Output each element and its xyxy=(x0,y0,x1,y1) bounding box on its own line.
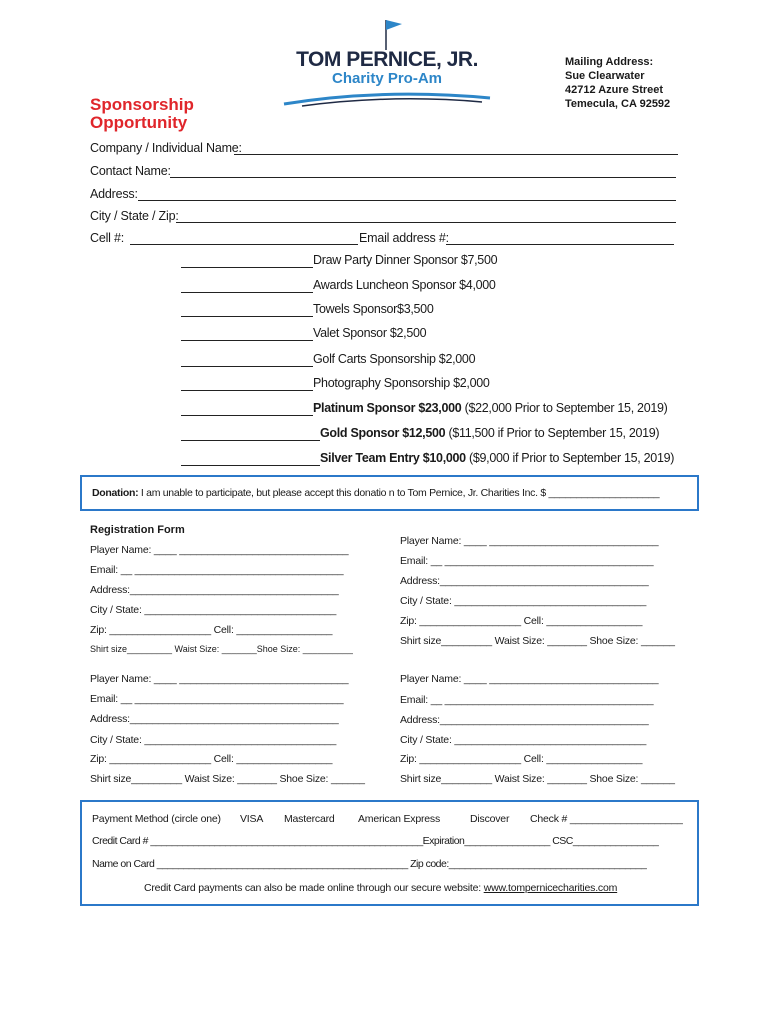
donation-label: Donation: xyxy=(92,487,139,499)
zip-cell-field[interactable]: Zip: __________________ Cell: _________________ xyxy=(90,753,333,765)
address-input[interactable] xyxy=(138,200,676,201)
email-field[interactable]: Email: __ _____________________________________ xyxy=(400,555,654,567)
address-field[interactable]: Address:_____________________________________ xyxy=(90,584,339,596)
address-field[interactable]: Address:_____________________________________ xyxy=(400,575,649,587)
sponsor-option: Gold Sponsor $12,500 ($11,500 if Prior to September 15, 2019) xyxy=(320,426,660,440)
payment-method-label: Payment Method (circle one) xyxy=(92,813,221,825)
donation-box xyxy=(80,475,699,511)
city-state-zip-input[interactable] xyxy=(176,222,676,223)
sponsor-blank[interactable] xyxy=(181,415,313,416)
flag-icon xyxy=(382,18,406,52)
address-label: Address: xyxy=(90,187,138,201)
player-name-field[interactable]: Player Name: ____ ______________________________ xyxy=(400,535,659,547)
sizes-field[interactable]: Shirt size_________ Waist Size: _______Shoe Size: __________ xyxy=(90,644,353,654)
email-address-label: Email address #: xyxy=(359,231,449,245)
discover-option[interactable]: Discover xyxy=(470,813,510,825)
address-field[interactable]: Address:_____________________________________ xyxy=(400,714,649,726)
contact-name-input[interactable] xyxy=(170,177,676,178)
sponsor-option: Awards Luncheon Sponsor $4,000 xyxy=(313,278,496,292)
mailing-name: Sue Clearwater xyxy=(565,70,645,82)
contact-name-label: Contact Name: xyxy=(90,164,171,178)
sponsor-blank[interactable] xyxy=(181,440,320,441)
sponsor-blank[interactable] xyxy=(181,292,313,293)
city-state-field[interactable]: City / State: __________________________________ xyxy=(400,734,647,746)
mailing-label: Mailing Address: xyxy=(565,56,654,68)
sponsor-option: Platinum Sponsor $23,000 ($22,000 Prior to September 15, 2019) xyxy=(313,401,668,415)
online-payment-note: Credit Card payments can also be made online through our secure website: www.tompernicecharities.com xyxy=(144,882,618,894)
logo-line1: TOM PERNICE, JR. xyxy=(296,48,478,71)
city-state-field[interactable]: City / State: __________________________________ xyxy=(400,595,647,607)
sponsor-option: Photography Sponsorship $2,000 xyxy=(313,376,490,390)
zip-cell-field[interactable]: Zip: __________________ Cell: _________________ xyxy=(90,624,333,636)
city-state-field[interactable]: City / State: __________________________________ xyxy=(90,604,337,616)
cell-label: Cell #: xyxy=(90,231,125,245)
sponsor-blank[interactable] xyxy=(181,267,313,268)
zip-cell-field[interactable]: Zip: __________________ Cell: _________________ xyxy=(400,615,643,627)
credit-card-field[interactable]: Credit Card # ___________________________________________________Expiration________________ CSC________________ xyxy=(92,835,659,847)
company-input[interactable] xyxy=(234,154,678,155)
player-name-field[interactable]: Player Name: ____ ______________________________ xyxy=(400,673,659,685)
sponsor-option: Golf Carts Sponsorship $2,000 xyxy=(313,352,476,366)
sponsor-blank[interactable] xyxy=(181,340,313,341)
sponsor-blank[interactable] xyxy=(181,366,313,367)
sizes-field[interactable]: Shirt size_________ Waist Size: _______ Shoe Size: ______ xyxy=(400,773,675,785)
sponsor-option: Draw Party Dinner Sponsor $7,500 xyxy=(313,253,498,267)
email-field[interactable]: Email: __ _____________________________________ xyxy=(90,564,344,576)
zip-cell-field[interactable]: Zip: __________________ Cell: _________________ xyxy=(400,753,643,765)
check-field[interactable]: Check # ____________________ xyxy=(530,813,683,825)
player-name-field[interactable]: Player Name: ____ ______________________________ xyxy=(90,673,349,685)
title-line2: Opportunity xyxy=(90,113,188,132)
sponsor-option: Valet Sponsor $2,500 xyxy=(313,326,427,340)
payment-box xyxy=(80,800,699,906)
donation-text[interactable]: Donation: I am unable to participate, but please accept this donatio n to Tom Pernice, Jr. Charities Inc. $ ____________________ xyxy=(92,487,660,499)
event-logo xyxy=(282,18,492,108)
city-state-field[interactable]: City / State: __________________________________ xyxy=(90,734,337,746)
page-title xyxy=(90,96,194,132)
mailing-street: 42712 Azure Street xyxy=(565,84,664,96)
mastercard-option[interactable]: Mastercard xyxy=(284,813,335,825)
sizes-field[interactable]: Shirt size_________ Waist Size: _______ Shoe Size: ______ xyxy=(90,773,365,785)
logo-line2: Charity Pro-Am xyxy=(331,70,443,87)
mailing-city: Temecula, CA 92592 xyxy=(565,98,671,110)
registration-title: Registration Form xyxy=(90,524,185,536)
sizes-field[interactable]: Shirt size_________ Waist Size: _______ Shoe Size: ______ xyxy=(400,635,675,647)
email-field[interactable]: Email: __ _____________________________________ xyxy=(90,693,344,705)
sponsor-blank[interactable] xyxy=(181,465,320,466)
city-state-zip-label: City / State / Zip: xyxy=(90,209,179,223)
sponsor-blank[interactable] xyxy=(181,390,313,391)
visa-option[interactable]: VISA xyxy=(240,813,264,825)
name-on-card-field[interactable]: Name on Card _______________________________________________ Zip code:_____________________________________ xyxy=(92,858,647,870)
title-line1: Sponsorship xyxy=(90,95,194,114)
email-address-input[interactable] xyxy=(446,244,674,245)
player-name-field[interactable]: Player Name: ____ ______________________________ xyxy=(90,544,349,556)
sponsor-option: Silver Team Entry $10,000 ($9,000 if Prior to September 15, 2019) xyxy=(320,451,675,465)
email-field[interactable]: Email: __ _____________________________________ xyxy=(400,694,654,706)
website-link[interactable]: www.tompernicecharities.com xyxy=(483,882,618,894)
cell-input[interactable] xyxy=(130,244,358,245)
company-label: Company / Individual Name: xyxy=(90,141,242,155)
swoosh-icon xyxy=(282,86,492,108)
address-field[interactable]: Address:_____________________________________ xyxy=(90,713,339,725)
amex-option[interactable]: American Express xyxy=(358,813,440,825)
mailing-address xyxy=(565,55,670,111)
sponsor-blank[interactable] xyxy=(181,316,313,317)
sponsor-option: Towels Sponsor$3,500 xyxy=(313,302,434,316)
